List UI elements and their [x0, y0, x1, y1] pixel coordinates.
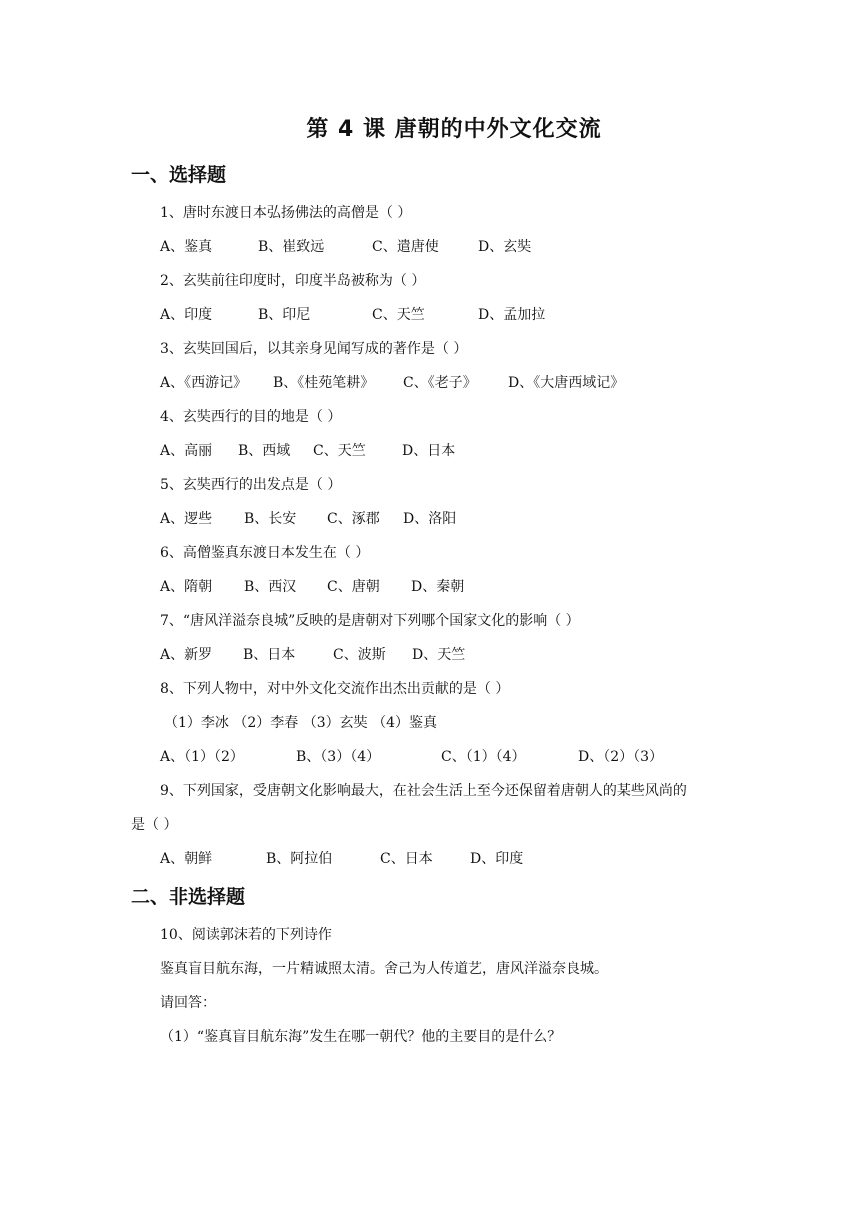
option-c: C、《老子》 — [403, 375, 477, 391]
question-10-poem: 鉴真盲目航东海，一片精诚照太清。舍己为人传道艺，唐风洋溢奈良城。 — [160, 961, 608, 977]
question-8-items: （1）李冰 （2）李春 （3）玄奘 （4）鉴真 — [164, 715, 437, 731]
option-a: A、印度 — [160, 307, 213, 323]
option-a: A、隋朝 — [160, 579, 213, 595]
option-c: C、遣唐使 — [372, 239, 439, 255]
question-6-options — [160, 576, 464, 596]
option-c: C、天竺 — [372, 307, 425, 323]
question-10-prompt: 请回答： — [160, 995, 216, 1011]
option-a: A、朝鲜 — [160, 851, 213, 867]
option-b: B、长安 — [244, 511, 297, 527]
option-c: C、天竺 — [313, 443, 366, 459]
question-1-options — [160, 236, 531, 256]
option-c: C、涿郡 — [327, 511, 380, 527]
option-c: C、日本 — [380, 851, 433, 867]
option-d: D、（2）（3） — [578, 749, 664, 765]
question-1-stem: 1、唐时东渡日本弘扬佛法的高僧是（ ） — [160, 205, 412, 221]
question-10-sub-1: （1）“鉴真盲目航东海”发生在哪一朝代？他的主要目的是什么？ — [160, 1029, 562, 1045]
option-d: D、天竺 — [412, 647, 466, 663]
question-6-stem: 6、高僧鉴真东渡日本发生在（ ） — [160, 545, 370, 561]
question-2-options — [160, 304, 545, 324]
option-c: C、波斯 — [333, 647, 386, 663]
question-9-options — [160, 848, 523, 868]
option-b: B、西汉 — [244, 579, 297, 595]
option-d: D、《大唐西域记》 — [508, 375, 625, 391]
page-title: 第 4 课 唐朝的中外文化交流 — [306, 117, 602, 142]
question-7-options — [160, 644, 465, 664]
option-a: A、新罗 — [160, 647, 213, 663]
option-a: A、高丽 — [160, 443, 213, 459]
question-8-options — [160, 746, 663, 766]
option-d: D、日本 — [402, 443, 456, 459]
option-c: C、唐朝 — [327, 579, 380, 595]
option-b: B、西域 — [238, 443, 291, 459]
option-d: D、印度 — [470, 851, 524, 867]
option-b: B、阿拉伯 — [266, 851, 333, 867]
question-5-options — [160, 508, 456, 528]
option-a: A、鉴真 — [160, 239, 213, 255]
question-10-stem: 10、阅读郭沫若的下列诗作 — [160, 927, 332, 943]
option-d: D、孟加拉 — [478, 307, 546, 323]
question-2-stem: 2、玄奘前往印度时，印度半岛被称为（ ） — [160, 273, 426, 289]
option-b: B、（3）（4） — [296, 749, 381, 765]
option-d: D、秦朝 — [411, 579, 465, 595]
option-b: B、日本 — [243, 647, 296, 663]
option-d: D、洛阳 — [403, 511, 457, 527]
section-heading-choice: 一、选择题 — [131, 164, 227, 186]
question-5-stem: 5、玄奘西行的出发点是（ ） — [160, 477, 342, 493]
option-c: C、（1）（4） — [441, 749, 526, 765]
section-heading-nonchoice: 二、非选择题 — [131, 886, 246, 908]
question-8-stem: 8、下列人物中，对中外文化交流作出杰出贡献的是（ ） — [160, 681, 510, 697]
question-9-stem: 9、下列国家，受唐朝文化影响最大，在社会生活上至今还保留着唐朝人的某些风尚的 — [160, 783, 687, 799]
option-a: A、（1）（2） — [160, 749, 244, 765]
option-a: A、《西游记》 — [160, 375, 248, 391]
option-d: D、玄奘 — [478, 239, 532, 255]
option-a: A、逻些 — [160, 511, 213, 527]
question-7-stem: 7、“唐风洋溢奈良城”反映的是唐朝对下列哪个国家文化的影响（ ） — [160, 613, 580, 629]
question-4-options — [160, 440, 455, 460]
question-3-stem: 3、玄奘回国后，以其亲身见闻写成的著作是（ ） — [160, 341, 468, 357]
question-9-stem-continued: 是（ ） — [131, 817, 178, 833]
question-3-options — [160, 372, 624, 392]
option-b: B、《桂苑笔耕》 — [273, 375, 375, 391]
option-b: B、印尼 — [258, 307, 311, 323]
option-b: B、崔致远 — [258, 239, 325, 255]
question-4-stem: 4、玄奘西行的目的地是（ ） — [160, 409, 342, 425]
